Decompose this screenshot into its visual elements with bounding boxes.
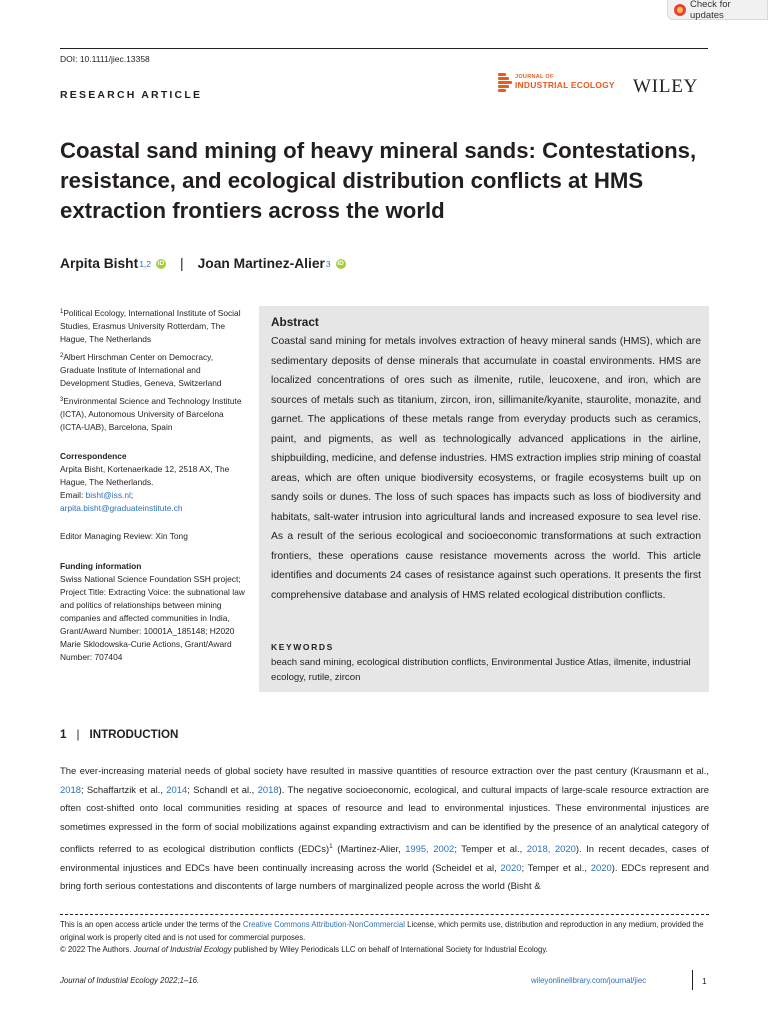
journal-logo-line2: INDUSTRIAL ECOLOGY <box>515 80 615 90</box>
publisher-logo: WILEY <box>633 76 699 97</box>
page-number-divider <box>692 970 693 990</box>
license-text <box>60 919 709 944</box>
footnote-marker[interactable]: 1 <box>329 842 333 850</box>
keywords-heading: KEYWORDS <box>271 642 334 652</box>
section-separator: | <box>76 728 80 741</box>
paragraph-text: ). EDCs represent and bring forth serious contestations and discontents of large numbers of marginalized people across the world (Bisht & <box>60 862 709 893</box>
check-updates-icon <box>674 4 686 16</box>
doi[interactable]: DOI: 10.1111/jiec.13358 <box>60 54 150 64</box>
paragraph-text: (Martinez-Alier, <box>332 843 406 855</box>
copyright-journal: Journal of Industrial Ecology <box>133 945 232 955</box>
correspondence-address: Arpita Bisht, Kortenaerkade 12, 2518 AX, The Hague, The Netherlands. <box>60 464 230 487</box>
copyright-pre: © 2022 The Authors. <box>60 945 134 955</box>
check-for-updates-label: Check for updates <box>690 0 731 21</box>
page-number: 1 <box>702 976 707 986</box>
footnote-divider <box>60 914 709 915</box>
paragraph-text: The ever-increasing material needs of global society have resulted in massive quantities of resource extraction over the past century (Krausmann et al., <box>60 766 709 777</box>
affiliation-sup: 1 <box>60 309 64 315</box>
keywords-text: beach sand mining, ecological distribution conflicts, Environmental Justice Atlas, ilmenite, industrial ecology, rutile, zircon <box>271 657 691 683</box>
affiliation-text: Albert Hirschman Center on Democracy, Graduate Institute of International and Development Studies, Geneva, Switzerland <box>60 352 222 388</box>
funding-information <box>60 560 250 664</box>
citation-link[interactable]: 2020 <box>500 862 522 874</box>
citation-link[interactable]: 2018, 2020 <box>526 843 576 855</box>
correspondence-email <box>60 489 250 502</box>
author-list <box>60 256 346 271</box>
email-label: Email: <box>60 490 86 500</box>
citation-link[interactable]: 1995, 2002 <box>405 843 455 855</box>
article-title: Coastal sand mining of heavy mineral sands: Contestations, resistance, and ecological distribution conflicts at HMS extraction frontiers across the world <box>60 138 697 223</box>
orcid-icon[interactable]: iD <box>337 259 344 267</box>
author-name[interactable]: Joan Martinez-Alier <box>197 256 325 271</box>
license-footnote <box>60 919 709 957</box>
affiliation <box>60 306 250 346</box>
affiliation-sup: 2 <box>60 353 64 359</box>
journal-logo-line1: JOURNAL OF <box>515 73 554 80</box>
email-link[interactable]: arpita.bisht@graduateinstitute.ch <box>60 503 183 513</box>
paragraph-text: ; Temper et al., <box>454 843 527 855</box>
journal-logo <box>498 70 615 94</box>
author-affiliation-sup[interactable]: 1,2 <box>139 258 152 269</box>
intro-paragraph <box>60 763 709 897</box>
email-separator: ; <box>130 490 134 500</box>
section-title: INTRODUCTION <box>89 728 179 741</box>
license-link[interactable]: Creative Commons Attribution-NonCommercial <box>242 920 405 929</box>
check-for-updates-button[interactable] <box>667 0 768 20</box>
copyright-post: published by Wiley Periodicals LLC on behalf of International Society for Industrial Ecology. <box>231 945 548 955</box>
journal-logo-mark <box>498 70 512 94</box>
correspondence <box>60 450 250 515</box>
license-text-pre: This is an open access article under the terms of the <box>60 920 243 929</box>
author-separator: | <box>180 256 184 271</box>
paragraph-text: ; Schaffartzik et al., <box>81 784 167 796</box>
orcid-icon[interactable]: iD <box>157 259 165 267</box>
author-affiliation-sup[interactable]: 3 <box>325 258 331 269</box>
email-link[interactable]: bisht@iss.nl <box>85 490 131 500</box>
copyright-text <box>60 944 709 957</box>
paragraph-text: ; Schandl et al., <box>187 784 258 796</box>
license-text-post: License, which permits use, distribution and reproduction in any medium, provided the original work is properly cited and is not used for commercial purposes. <box>60 920 704 942</box>
editor-note: Editor Managing Review: Xin Tong <box>60 531 188 541</box>
citation-link[interactable]: 2018 <box>60 784 81 796</box>
journal-url-link[interactable]: wileyonlinelibrary.com/journal/jiec <box>531 976 647 985</box>
header-rule <box>60 48 708 49</box>
affiliation-text: Environmental Science and Technology Institute (ICTA), Autonomous University of Barcelona (ICTA-UAB), Barcelona, Spain <box>60 396 242 432</box>
citation-link[interactable]: 2020 <box>590 862 612 874</box>
article-type: RESEARCH ARTICLE <box>60 89 203 101</box>
section-heading <box>60 728 178 741</box>
affiliation-text: Political Ecology, International Institute of Social Studies, Erasmus University Rotterdam, The Hague, The Netherlands <box>60 308 241 344</box>
section-number: 1 <box>60 728 67 741</box>
citation-link[interactable]: 2014 <box>166 784 188 796</box>
funding-text: Swiss National Science Foundation SSH project; Project Title: Extracting Voice: the subnational law and politics of relationships between mining companies and affected communities in India, Grant/Award Number: 10001A_185148; H2020 Marie Sklodowska-Curie Actions, Grant/Award Number: 707404 <box>60 574 245 662</box>
funding-heading: Funding information <box>60 561 142 571</box>
affiliation-sup: 3 <box>60 397 64 403</box>
abstract-heading: Abstract <box>271 315 319 329</box>
affiliation <box>60 394 250 434</box>
paragraph-text: ; Temper et al., <box>521 862 591 874</box>
journal-citation: Journal of Industrial Ecology 2022;1–16. <box>60 976 200 985</box>
correspondence-heading: Correspondence <box>60 451 127 461</box>
affiliation <box>60 350 250 390</box>
author-name[interactable]: Arpita Bisht <box>60 256 139 271</box>
abstract-text: Coastal sand mining for metals involves extraction of heavy mineral sands (HMS), which are sedimentary deposits of dense minerals that accumulate in coastal environments. HMS are localized concentrations of ores such as ilmenite, rutile, leucoxene, and iron, which are sources of metals such as titanium, zircon, iron, sillimanite/kyanite, staurolite, monazite, and garnet. The applications of these metals range from everyday products such as ceramics, paint, and pigments, as well as technologically advanced applications in the airline, shipbuilding, medicine, and defense industries. HMS extraction implies strip mining of coastal areas, which are often unique biodiversity ecosystems, or fragile ecosystems built up on sandy soils or dunes. The loss of such spaces has impacts such as loss of biodiversity and habitats, salt-water intrusion into agricultural lands and increased exposure to sea level rise. As a result of the serious ecological and socioeconomic transformations at such extraction frontiers, these operations cause resistance movements across the world. This article identifies and documents 24 cases of resistance against such operations. It presents the first comprehensive database and analysis of HMS related ecological distribution conflicts. <box>271 336 701 601</box>
paragraph-text: ). In recent decades, cases of environmental injustices and EDCs have been continually increasing across the world (Scheidel et al, <box>60 843 710 874</box>
paragraph-text: ). The negative socioeconomic, ecological, and cultural impacts of large-scale resource extraction are often cost-shifted onto local communities residing at spaces of resource and lead to environmental injustices. These environmental injustices are sometimes expressed in the form of social mobilizations against expanding extractivism and can be identified by the presence of an analytical category of conflicts referred to as ecological distribution conflicts (EDCs) <box>60 784 709 855</box>
citation-link[interactable]: 2018 <box>257 784 279 796</box>
